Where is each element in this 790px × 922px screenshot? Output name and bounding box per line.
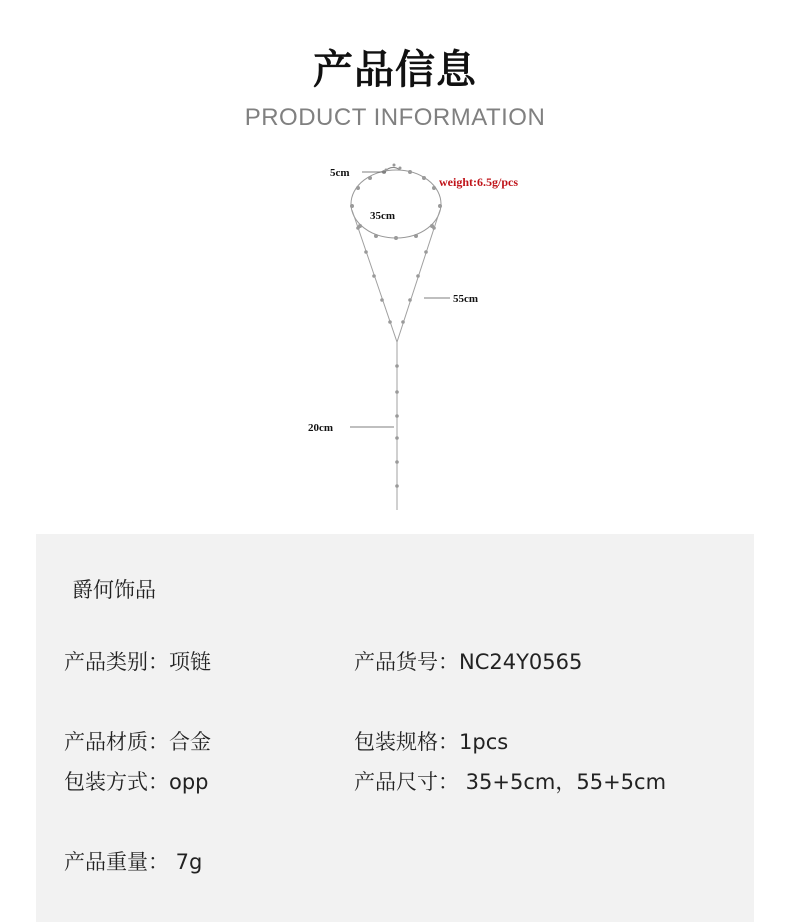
size-field — [354, 766, 666, 796]
pack-method-value: opp — [169, 770, 209, 794]
item-number-value: NC24Y0565 — [459, 650, 583, 674]
pack-method-field — [64, 766, 209, 796]
item-number-label: 产品货号： — [354, 650, 459, 674]
size-value: 35+5cm，55+5cm — [459, 770, 667, 794]
product-info-panel — [36, 534, 754, 922]
drop-length-label: 20cm — [308, 422, 334, 434]
page-title: 产品信息 — [313, 47, 477, 93]
necklace-diagram — [300, 152, 580, 522]
pack-spec-label: 包装规格： — [354, 730, 459, 754]
weight-label: weight:6.5g/pcs — [439, 175, 518, 189]
size-label: 产品尺寸： — [354, 770, 459, 794]
clasp-length-label: 5cm — [330, 167, 350, 179]
brand-name: 爵何饰品 — [72, 578, 156, 602]
pack-spec-value: 1pcs — [459, 730, 509, 754]
pack-method-label: 包装方式： — [64, 770, 169, 794]
category-label: 产品类别： — [64, 650, 169, 674]
category-field — [64, 646, 211, 676]
material-value: 合金 — [169, 730, 211, 754]
weight-field-value: 7g — [169, 850, 203, 874]
long-chain-length-label: 55cm — [453, 293, 479, 305]
pack-spec-field — [354, 726, 508, 756]
weight-field — [64, 846, 202, 876]
weight-field-label: 产品重量： — [64, 850, 169, 874]
page-subtitle: PRODUCT INFORMATION — [244, 104, 546, 131]
item-number-field — [354, 646, 582, 676]
choker-length-label: 35cm — [370, 210, 396, 222]
material-label: 产品材质： — [64, 730, 169, 754]
material-field — [64, 726, 211, 756]
necklace-illustration — [300, 152, 580, 522]
category-value: 项链 — [169, 650, 211, 674]
